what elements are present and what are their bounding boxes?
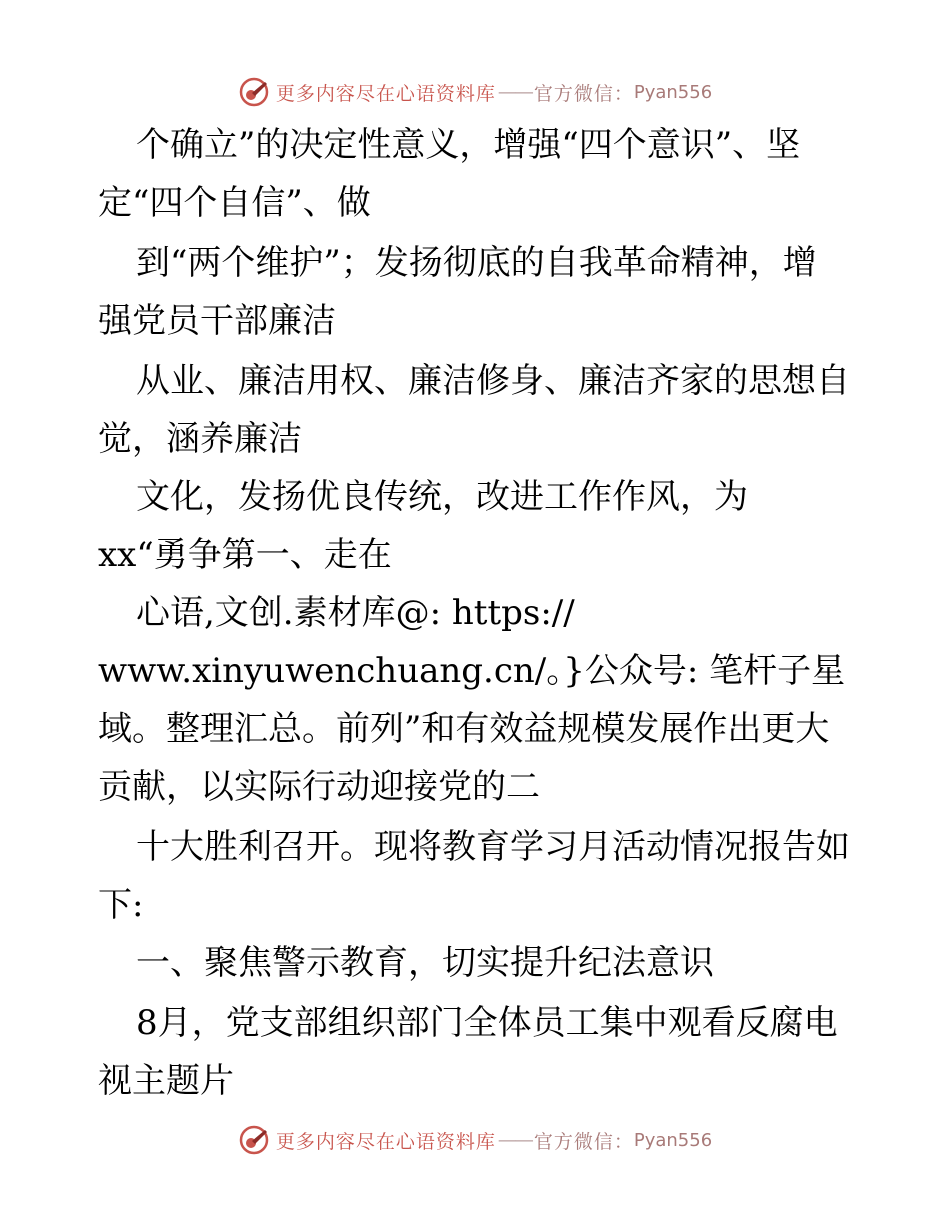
banner-separator: ——	[497, 1129, 532, 1151]
brand-logo-icon	[238, 1124, 270, 1156]
text-line: 到“两个维护”；发扬彻底的自我革命精神，增	[136, 243, 817, 283]
text-line: 从业、廉洁用权、廉洁修身、廉洁齐家的思想自	[136, 361, 850, 401]
text-line: 8月，党支部组织部门全体员工集中观看反腐电	[136, 1003, 838, 1043]
banner-wechat-id: Pyan556	[633, 1129, 713, 1151]
text-line: 个确立”的决定性意义，增强“四个意识”、坚	[136, 125, 801, 165]
banner-separator: ——	[497, 81, 532, 103]
banner-wechat-id: Pyan556	[633, 81, 713, 103]
text-line: 下:	[98, 885, 144, 925]
banner-label: 官方微信：	[533, 82, 634, 105]
brand-logo-icon	[238, 76, 270, 108]
text-line: 十大胜利召开。现将教育学习月活动情况报告如	[136, 827, 850, 867]
text-line: 文化，发扬优良传统，改进工作作风，为	[136, 477, 748, 517]
text-line: 贡献，以实际行动迎接党的二	[98, 767, 540, 807]
header-banner	[0, 72, 950, 112]
section-heading: 一、聚焦警示教育，切实提升纪法意识	[136, 943, 714, 983]
text-line: 视主题片	[98, 1061, 234, 1101]
banner-text: 更多内容尽在心语资料库	[275, 82, 496, 105]
text-line: 觉，涵养廉洁	[98, 419, 302, 459]
text-line: 强党员干部廉洁	[98, 301, 336, 341]
text-line: 域。整理汇总。前列”和有效益规模发展作出更大	[98, 709, 830, 749]
banner-text: 更多内容尽在心语资料库	[275, 1130, 496, 1153]
footer-banner	[0, 1120, 950, 1160]
text-line: xx“勇争第一、走在	[98, 535, 392, 575]
text-line: www.xinyuwenchuang.cn/。}公众号: 笔杆子星	[98, 651, 846, 691]
text-line: 定“四个自信”、做	[98, 183, 371, 223]
text-line: 心语,文创.素材库@: https://	[136, 593, 575, 633]
banner-label: 官方微信：	[533, 1130, 634, 1153]
